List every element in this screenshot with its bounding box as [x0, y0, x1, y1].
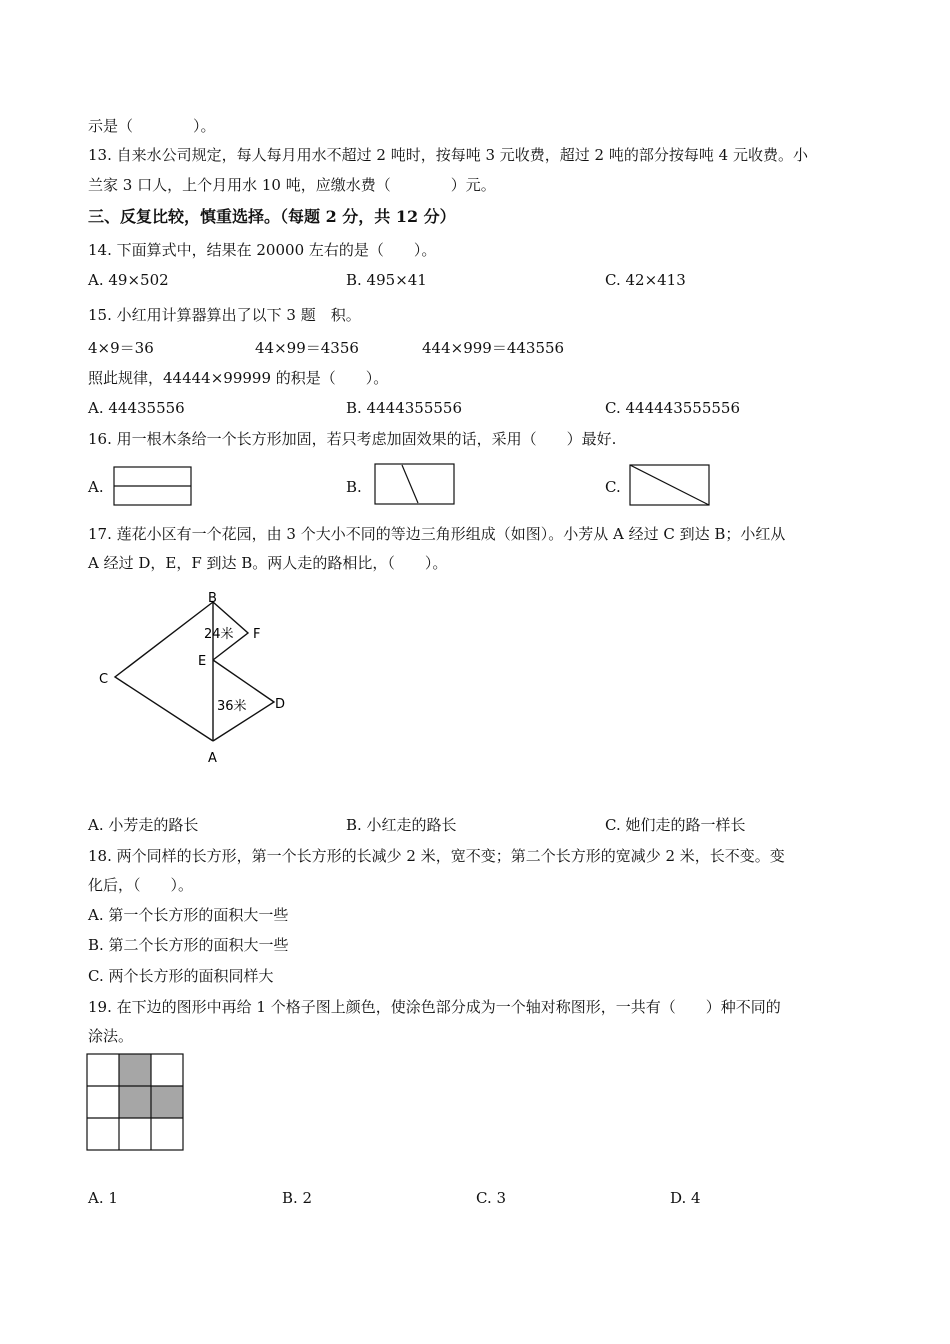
q16-option-a-label[interactable]: A. — [88, 478, 104, 496]
label-c: C — [99, 672, 109, 687]
q15-option-c[interactable]: C. 444443555556 — [605, 399, 740, 417]
q19-option-d[interactable]: D. 4 — [670, 1189, 701, 1207]
label-b: B — [208, 591, 217, 606]
q16-stem: 16. 用一根木条给一个长方形加固，若只考虑加固效果的话，采用（ ）最好. — [88, 430, 617, 448]
q15-question: 照此规律，44444×99999 的积是（ ）。 — [88, 369, 389, 387]
q17-line2: A 经过 D，E，F 到达 B。两人走的路相比，（ ）。 — [88, 554, 448, 572]
q18-line2: 化后，（ ）。 — [88, 876, 194, 894]
q19-grid-figure — [86, 1053, 186, 1153]
q17-option-c[interactable]: C. 她们走的路一样长 — [605, 816, 746, 834]
q17-option-b[interactable]: B. 小红走的路长 — [346, 816, 457, 834]
q15-option-b[interactable]: B. 4444355556 — [346, 399, 462, 417]
label-a: A — [208, 751, 217, 766]
q16-option-a-figure[interactable] — [113, 466, 193, 508]
q14-stem: 14. 下面算式中，结果在 20000 左右的是（ ）。 — [88, 241, 437, 259]
q15-example-2: 44×99＝4356 — [255, 339, 359, 357]
q16-option-c-figure[interactable] — [629, 464, 711, 508]
q19-line1: 19. 在下边的图形中再给 1 个格子图上颜色，使涂色部分成为一个轴对称图形，一共有（ ）种不同的 — [88, 998, 781, 1016]
shaded-cell — [119, 1086, 151, 1118]
q17-triangle-figure — [90, 585, 310, 770]
q18-option-a[interactable]: A. 第一个长方形的面积大一些 — [88, 906, 289, 924]
q18-option-c[interactable]: C. 两个长方形的面积同样大 — [88, 967, 274, 985]
label-d: D — [275, 697, 286, 712]
shaded-cell — [151, 1086, 183, 1118]
q15-option-a[interactable]: A. 44435556 — [88, 399, 185, 417]
q14-option-c[interactable]: C. 42×413 — [605, 271, 686, 289]
q19-line2: 涂法。 — [88, 1027, 134, 1045]
q17-line1: 17. 莲花小区有一个花园，由 3 个大小不同的等边三角形组成（如图）。小芳从 A 经过 C 到达 B；小红从 — [88, 525, 786, 543]
q17-option-a[interactable]: A. 小芳走的路长 — [88, 816, 199, 834]
shaded-cell — [119, 1054, 151, 1086]
q15-stem: 15. 小红用计算器算出了以下 3 题 积。 — [88, 306, 361, 324]
q15-example-1: 4×9＝36 — [88, 339, 154, 357]
q19-option-b[interactable]: B. 2 — [282, 1189, 313, 1207]
q14-option-b[interactable]: B. 495×41 — [346, 271, 427, 289]
q16-option-c-label[interactable]: C. — [605, 478, 621, 496]
q16-option-b-label[interactable]: B. — [346, 478, 362, 496]
q14-option-a[interactable]: A. 49×502 — [88, 271, 169, 289]
q19-option-a[interactable]: A. 1 — [88, 1189, 118, 1207]
q16-option-b-figure[interactable] — [374, 463, 456, 507]
q19-option-c[interactable]: C. 3 — [476, 1189, 507, 1207]
length-mid-label: 36米 — [217, 699, 247, 714]
q13-line1: 13. 自来水公司规定，每人每月用水不超过 2 吨时，按每吨 3 元收费，超过 2 吨的部分按每吨 4 元收费。小 — [88, 146, 808, 164]
q18-line1: 18. 两个同样的长方形，第一个长方形的长减少 2 米，宽不变；第二个长方形的宽减少 2 米，长不变。变 — [88, 847, 785, 865]
q12-tail: 示是（ ）。 — [88, 117, 216, 135]
q13-line2: 兰家 3 口人，上个月用水 10 吨，应缴水费（ ）元。 — [88, 176, 496, 194]
q18-option-b[interactable]: B. 第二个长方形的面积大一些 — [88, 936, 289, 954]
q15-example-3: 444×999＝443556 — [422, 339, 565, 357]
section-3-heading: 三、反复比较，慎重选择。（每题 2 分，共 12 分） — [88, 207, 456, 226]
length-small-label: 24米 — [204, 627, 234, 642]
label-f: F — [253, 627, 261, 642]
label-e: E — [198, 654, 207, 669]
